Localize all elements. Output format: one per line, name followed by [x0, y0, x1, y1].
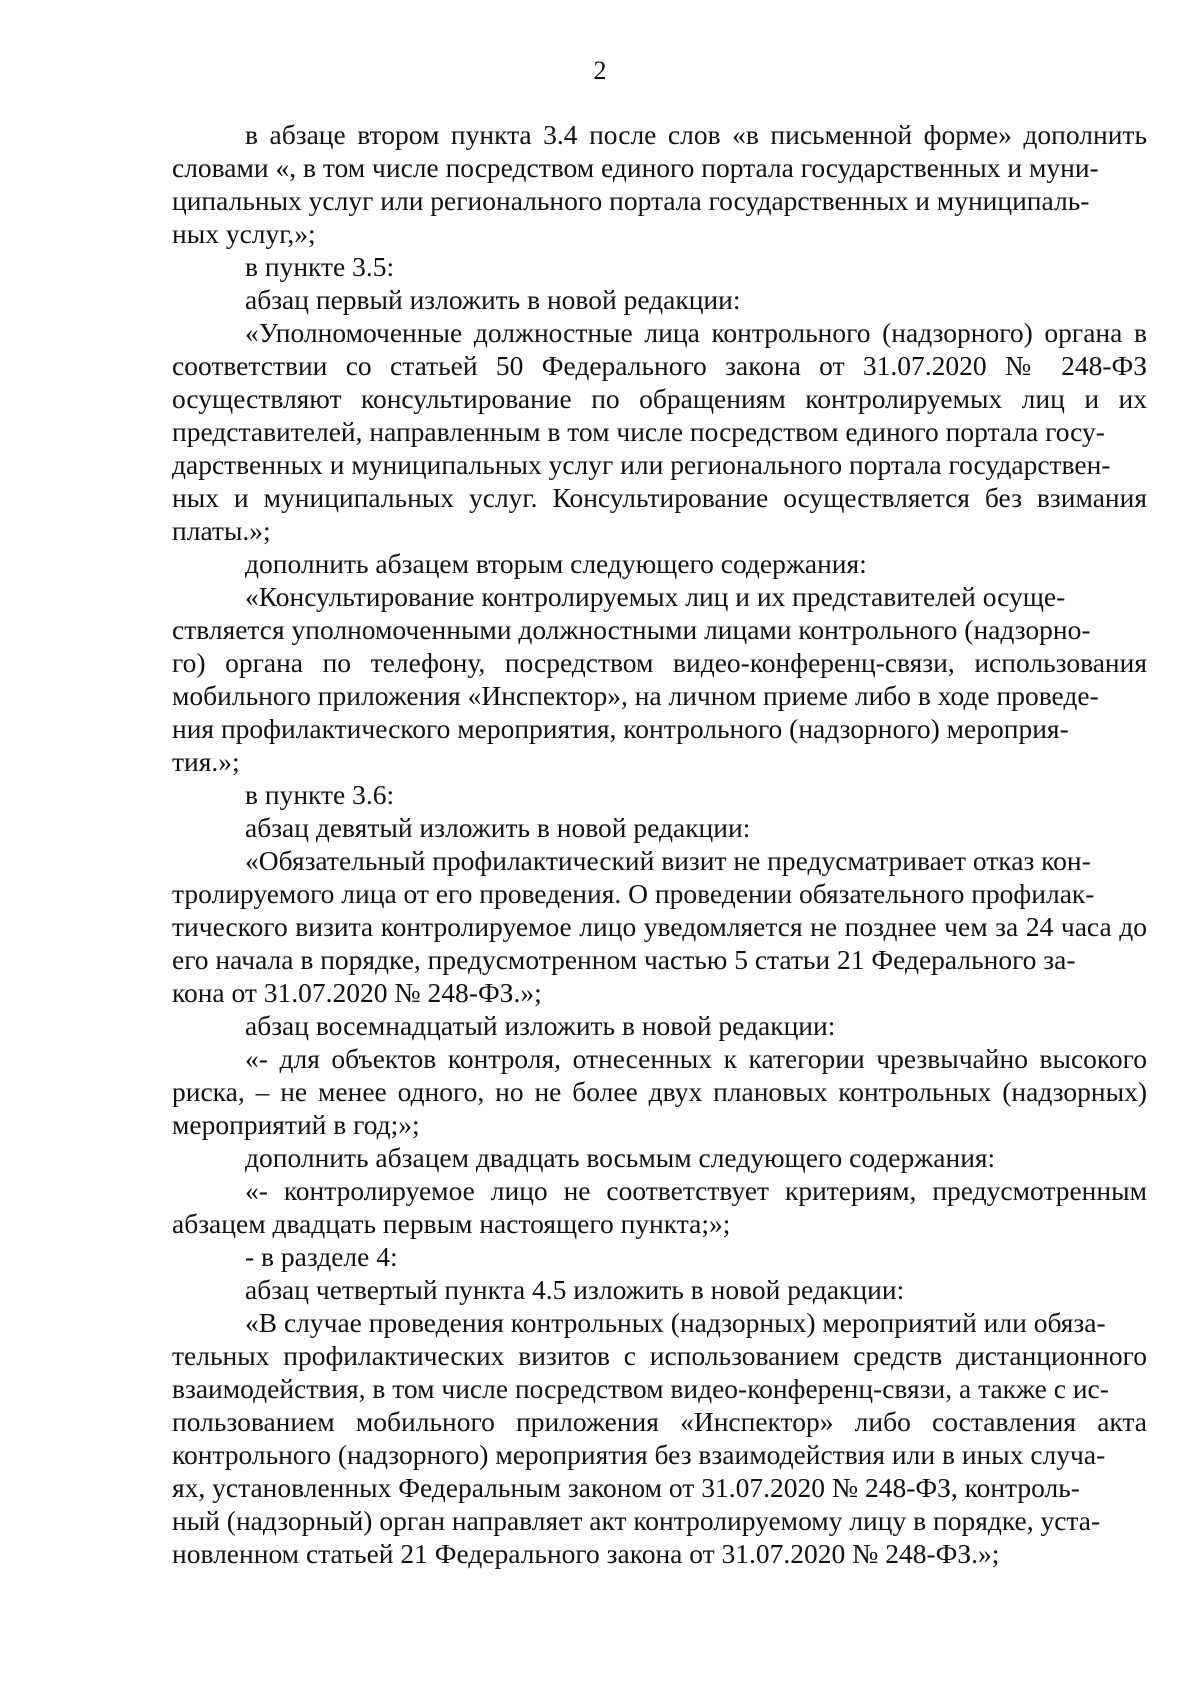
paragraph-quote-remote-interaction-act: «В случае проведения контрольных (надзорных) мероприятий или обяза- тельных профилактических визитов с использованием средств дистанционного взаимодействия, в том числе посредством видео-конференц-связи, а также с ис- пользованием мобильного приложения «Инспектор» либо составления акта контрольного (надзорного) мероприятия без взаимодействия или в иных случа- ях, установленных Федеральным законом от 31.07.2020 № 248-ФЗ, контроль- ный (надзорный) орган направляет акт контролируемому лицу в порядке, уста- новленном статьей 21 Федерального закона от 31.07.2020 № 248-ФЗ.»; [172, 1307, 1147, 1569]
paragraph-section-4: - в разделе 4: [245, 1241, 398, 1272]
paragraph-quote-high-risk-category: «- для объектов контроля, отнесенных к категории чрезвычайно высокого риска, – не менее одного, но не более двух плановых контрольных (надзорных) мероприятий в год;»; [172, 1043, 1147, 1140]
paragraph-eighteenth-abzac-new-edition: абзац восемнадцатый изложить в новой редакции: [245, 1010, 836, 1041]
paragraph-item-3-6: в пункте 3.6: [245, 779, 395, 810]
paragraph-first-abzac-new-edition: абзац первый изложить в новой редакции: [245, 284, 741, 315]
paragraph-ninth-abzac-new-edition: абзац девятый изложить в новой редакции: [245, 812, 751, 843]
paragraph-amend-3-4: в абзаце втором пункта 3.4 после слов «в письменной форме» дополнить словами «, в том числе посредством единого портала государственных и муни- ципальных услуг или регионального портала государственных и муниципаль- ных услуг,»; [172, 119, 1147, 249]
paragraph-fourth-abzac-4-5: абзац четвертый пункта 4.5 изложить в новой редакции: [245, 1274, 905, 1305]
paragraph-quote-consultation-methods: «Консультирование контролируемых лиц и их представителей осуще- ствляется уполномоченными должностными лицами контрольного (надзорно- го) органа по телефону, посредством видео-конференц-связи, использования мобильного приложения «Инспектор», на личном приеме либо в ходе проведе- ния профилактического мероприятия, контрольного (надзорного) мероприя- тия.»; [172, 581, 1147, 777]
page-number: 2 [593, 56, 607, 85]
document-body [172, 118, 1147, 1570]
paragraph-quote-criteria: «- контролируемое лицо не соответствует критериям, предусмотренным абзацем двадцать первым настоящего пункта;»; [172, 1175, 1147, 1239]
paragraph-quote-consultation: «Уполномоченные должностные лица контрольного (надзорного) органа в соответствии со статьей 50 Федерального закона от 31.07.2020 № 248-ФЗ осуществляют консультирование по обращениям контролируемых лиц и их представителей, направленным в том числе посредством единого портала госу- дарственных и муниципальных услуг или регионального портала государствен- ных и муниципальных услуг. Консультирование осуществляется без взимания платы.»; [172, 317, 1147, 546]
paragraph-add-twenty-eighth-abzac: дополнить абзацем двадцать восьмым следующего содержания: [245, 1142, 996, 1173]
paragraph-item-3-5: в пункте 3.5: [245, 251, 395, 282]
paragraph-quote-mandatory-visit: «Обязательный профилактический визит не предусматривает отказ кон- тролируемого лица от его проведения. О проведении обязательного профилак- тического визита контролируемое лицо уведомляется не позднее чем за 24 часа до его начала в порядке, предусмотренном частью 5 статьи 21 Федерального за- кона от 31.07.2020 № 248-ФЗ.»; [172, 845, 1147, 1008]
paragraph-add-second-abzac: дополнить абзацем вторым следующего содержания: [245, 548, 867, 579]
